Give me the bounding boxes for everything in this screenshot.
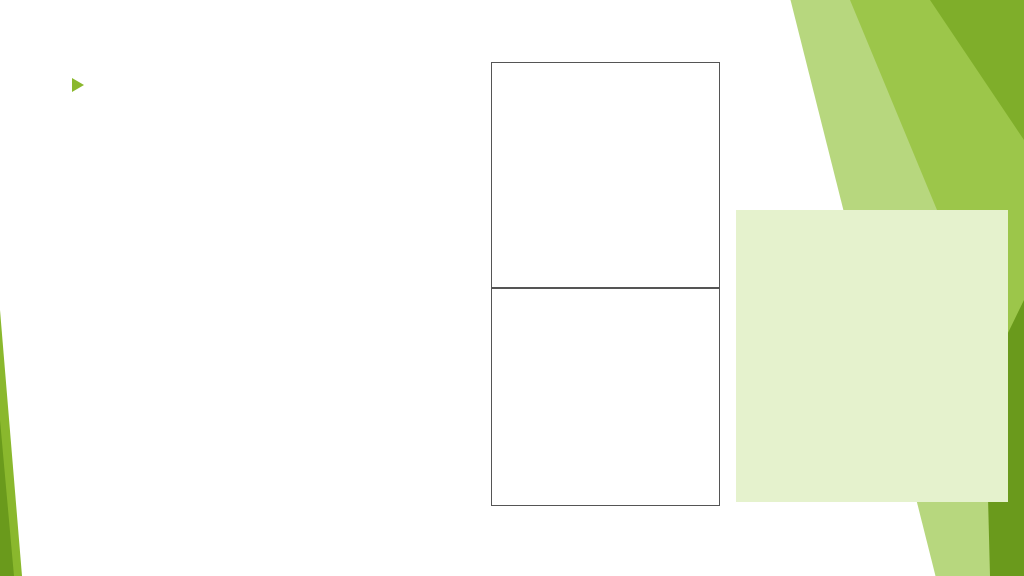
- bilayer-illustration: [491, 62, 720, 288]
- micelle-illustration: [491, 288, 720, 506]
- slide-body: [72, 64, 492, 72]
- micelles-note-box: [736, 210, 1008, 502]
- micelle-diagram: [492, 289, 719, 505]
- triangle-bullet-icon: [72, 78, 84, 92]
- lipid-monolayer-diagram: [492, 63, 719, 287]
